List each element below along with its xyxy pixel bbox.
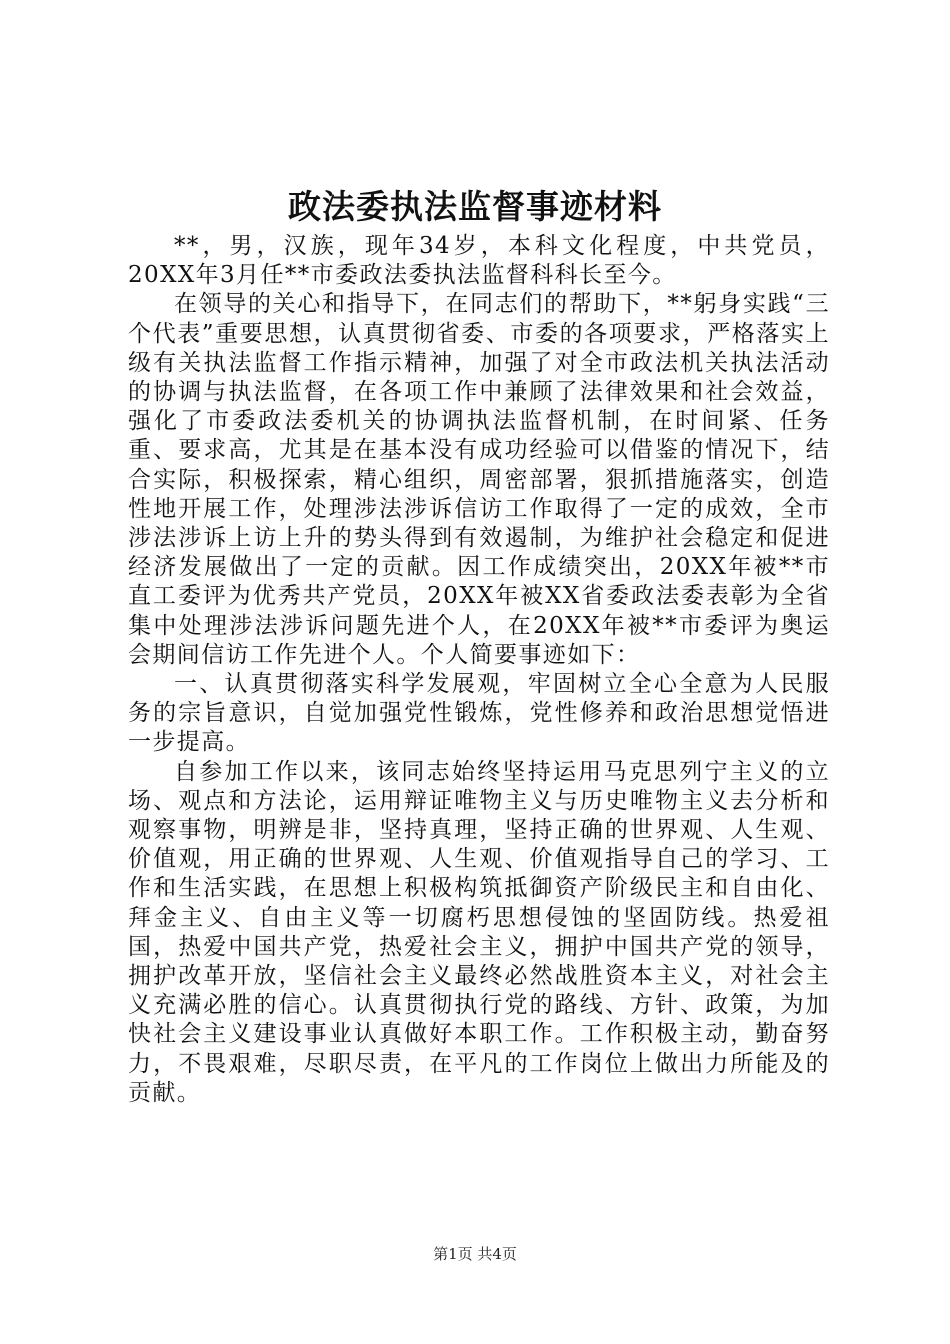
page-number-footer: 第1页 共4页	[433, 1245, 517, 1263]
document-title: 政法委执法监督事迹材料	[288, 187, 662, 226]
paragraph-section-one-heading: 一、认真贯彻落实科学发展观，牢固树立全心全意为人民服务的宗旨意识，自觉加强党性锻炼，党性修养和政治思想觉悟进一步提高。	[128, 671, 830, 756]
paragraph-section-one-body: 自参加工作以来，该同志始终坚持运用马克思列宁主义的立场、观点和方法论，运用辩证唯物主义与历史唯物主义去分析和观察事物，明辨是非，坚持真理，坚持正确的世界观、人生观、价值观，用正确的世界观、人生观、价值观指导自己的学习、工作和生活实践，在思想上积极构筑抵御资产阶级民主和自由化、拜金主义、自由主义等一切腐朽思想侵蚀的坚固防线。热爱祖国，热爱中国共产党，热爱社会主义，拥护中国共产党的领导，拥护改革开放，坚信社会主义最终必然战胜资本主义，对社会主义充满必胜的信心。认真贯彻执行党的路线、方针、政策，为加快社会主义建设事业认真做好本职工作。工作积极主动，勤奋努力，不畏艰难，尽职尽责，在平凡的工作岗位上做出力所能及的贡献。	[128, 758, 830, 1106]
paragraph-personal-info: **，男，汉族，现年34岁，本科文化程度，中共党员，20XX年3月任**市委政法委执法监督科科长至今。	[128, 233, 830, 289]
paragraph-work-summary: 在领导的关心和指导下，在同志们的帮助下，**躬身实践“三个代表”重要思想，认真贯彻省委、市委的各项要求，严格落实上级有关执法监督工作指示精神，加强了对全市政法机关执法活动的协调与执法监督，在各项工作中兼顾了法律效果和社会效益，强化了市委政法委机关的协调执法监督机制，在时间紧、任务重、要求高，尤其是在基本没有成功经验可以借鉴的情况下，结合实际，积极探索，精心组织，周密部署，狠抓措施落实，创造性地开展工作，处理涉法涉诉信访工作取得了一定的成效，全市涉法涉诉上访上升的势头得到有效遏制，为维护社会稳定和促进经济发展做出了一定的贡献。因工作成绩突出，20XX年被**市直工委评为优秀共产党员，20XX年被XX省委政法委表彰为全省集中处理涉法涉诉问题先进个人，在20XX年被**市委评为奥运会期间信访工作先进个人。个人简要事迹如下：	[128, 291, 830, 668]
document-body	[128, 232, 830, 1108]
